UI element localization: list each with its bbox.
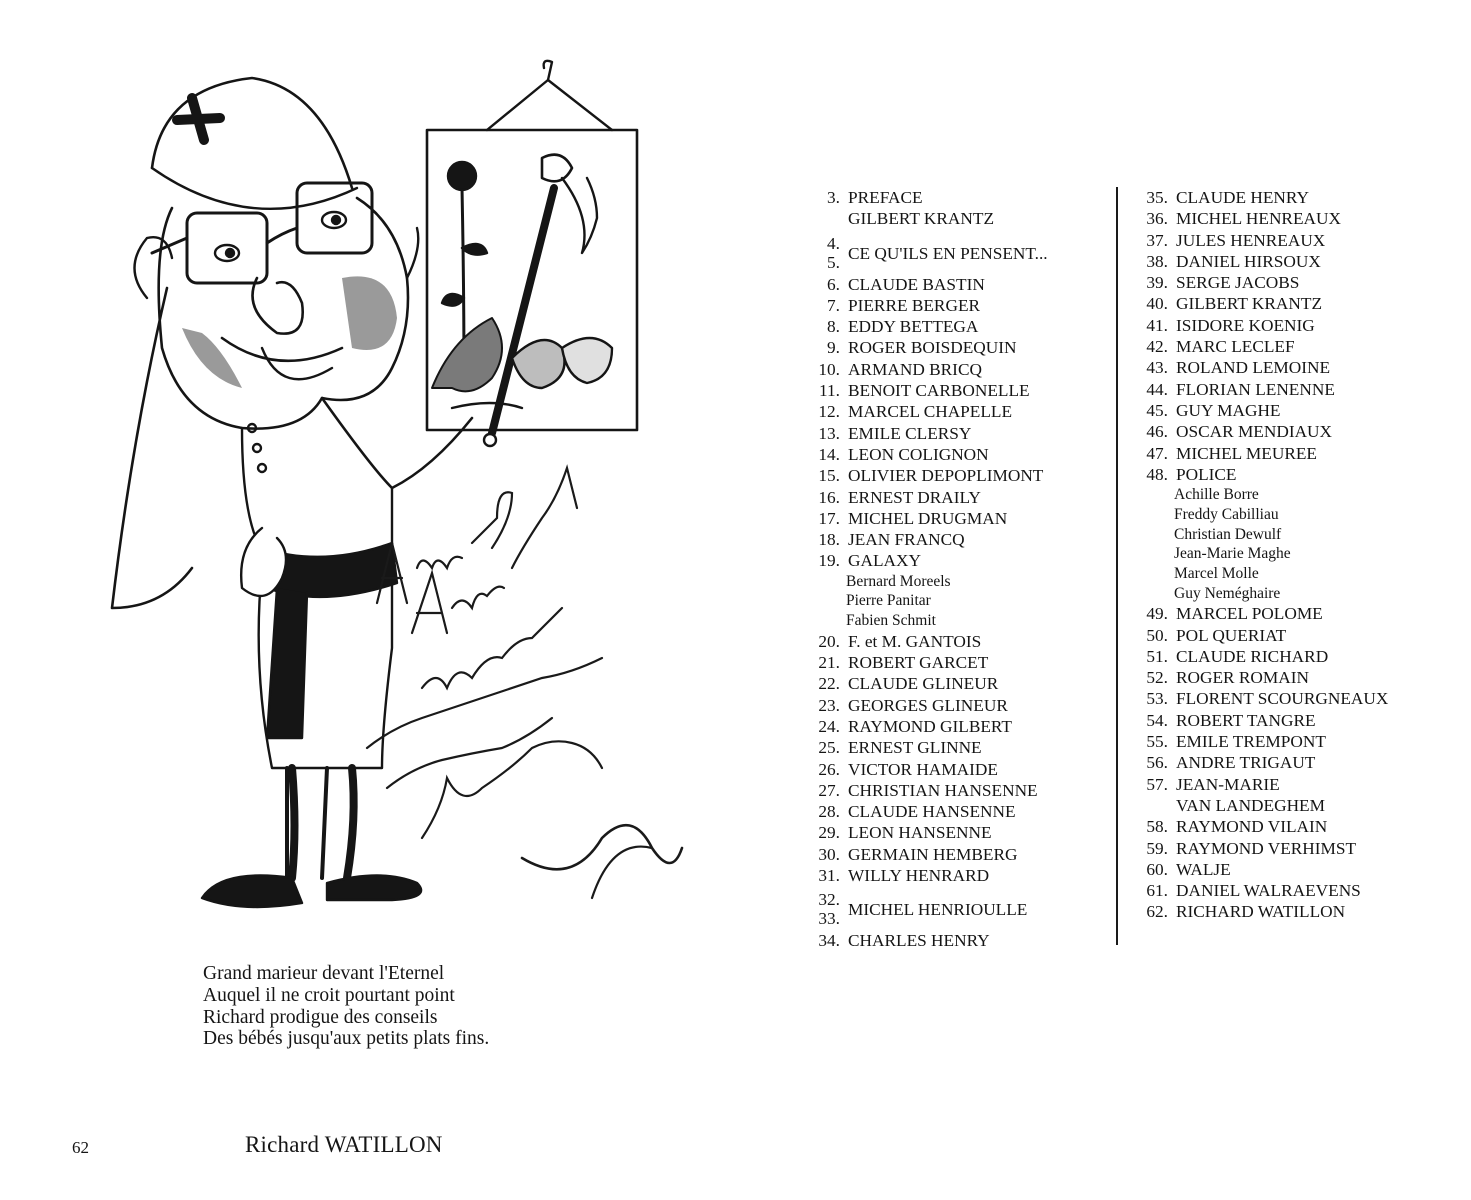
toc-label: ANDRE TRIGAUT — [1176, 753, 1316, 773]
toc-entry — [800, 380, 1110, 401]
toc-number: 41. — [1146, 315, 1168, 335]
toc-label: MICHEL MEUREE — [1176, 443, 1317, 463]
toc-label: LEON HANSENNE — [848, 823, 992, 843]
toc-subentry — [1128, 584, 1458, 604]
toc-number: 53. — [1146, 689, 1168, 709]
toc-entry — [1128, 603, 1458, 624]
toc-label: Achille Borre — [1174, 486, 1259, 504]
toc-entry — [800, 316, 1110, 337]
toc-number: 8. — [827, 317, 840, 337]
toc-subentry — [1128, 544, 1458, 564]
toc-entry — [800, 359, 1110, 380]
toc-entry — [1128, 731, 1458, 752]
toc-number: 4. 5. — [827, 233, 840, 272]
toc-subentry — [1128, 505, 1458, 525]
toc-label: OSCAR MENDIAUX — [1176, 422, 1333, 442]
toc-label: CHRISTIAN HANSENNE — [848, 780, 1038, 800]
toc-subentry — [1128, 485, 1458, 505]
toc-label: DANIEL WALRAEVENS — [1176, 881, 1361, 901]
toc-number: 11. — [819, 381, 840, 401]
toc-number: 58. — [1146, 817, 1168, 837]
page-number: 62 — [72, 1138, 89, 1157]
toc-entry — [1128, 838, 1458, 859]
toc-entry — [800, 695, 1110, 716]
toc-label: EMILE TREMPONT — [1176, 732, 1326, 752]
toc-label: FLORENT SCOURGNEAUX — [1176, 689, 1389, 709]
toc-entry — [800, 930, 1110, 951]
toc-label: PREFACE — [848, 188, 923, 207]
toc-entry — [800, 844, 1110, 865]
toc-entry — [800, 295, 1110, 316]
toc-number: 29. — [818, 823, 840, 843]
toc-number: 17. — [818, 508, 840, 528]
toc-subentry — [800, 591, 1110, 611]
toc-label: WALJE — [1176, 859, 1231, 879]
toc-label: EMILE CLERSY — [848, 423, 972, 443]
toc-entry — [800, 780, 1110, 801]
toc-number: 38. — [1146, 251, 1168, 271]
toc-label: POLICE — [1176, 464, 1237, 484]
toc-entry — [800, 508, 1110, 529]
toc-number: 30. — [818, 844, 840, 864]
toc-label: GILBERT KRANTZ — [848, 209, 995, 229]
toc-number: 24. — [818, 717, 840, 736]
caricature-illustration — [92, 48, 692, 928]
toc-entry — [1128, 667, 1458, 688]
toc-number: 22. — [818, 674, 840, 694]
toc-entry — [800, 337, 1110, 358]
toc-label: CLAUDE BASTIN — [848, 274, 985, 294]
toc-label: CLAUDE HANSENNE — [848, 802, 1016, 822]
toc-number: 54. — [1146, 710, 1168, 730]
toc-number: 48. — [1146, 464, 1168, 484]
toc-entry — [800, 822, 1110, 843]
toc-label: GUY MAGHE — [1176, 400, 1281, 420]
toc-number: 49. — [1146, 604, 1168, 624]
toc-label: EDDY BETTEGA — [848, 317, 979, 337]
toc-number: 52. — [1146, 668, 1168, 688]
toc-label: JULES HENREAUX — [1176, 230, 1326, 250]
toc-entry — [1128, 187, 1458, 208]
toc-number: 31. — [818, 866, 840, 886]
toc-subentry — [800, 572, 1110, 592]
toc-label: VAN LANDEGHEM — [1176, 795, 1325, 815]
toc-number: 6. — [827, 274, 840, 294]
toc-label: SERGE JACOBS — [1176, 273, 1300, 293]
toc-number: 21. — [818, 653, 840, 673]
toc-entry — [800, 652, 1110, 673]
toc-entry — [1128, 421, 1458, 442]
toc-label: ERNEST DRAILY — [848, 487, 981, 507]
toc-number: 47. — [1146, 443, 1168, 463]
toc-label: Christian Dewulf — [1174, 525, 1282, 543]
toc-number: 40. — [1146, 294, 1168, 314]
author-name: Richard WATILLON — [245, 1132, 443, 1157]
toc-label: BENOIT CARBONELLE — [848, 381, 1030, 401]
toc-number: 9. — [827, 338, 840, 358]
toc-number: 32. 33. — [818, 890, 840, 929]
toc-number: 20. — [818, 631, 840, 651]
toc-entry — [1128, 859, 1458, 880]
toc-entry — [1128, 379, 1458, 400]
toc-number: 25. — [818, 738, 840, 758]
toc-number: 46. — [1146, 422, 1168, 442]
toc-entry — [800, 890, 1110, 930]
toc-label: Bernard Moreels — [846, 572, 951, 590]
toc-label: Jean-Marie Maghe — [1174, 545, 1291, 563]
toc-entry — [800, 631, 1110, 652]
toc-entry — [1128, 336, 1458, 357]
toc-label: JEAN-MARIE — [1176, 774, 1280, 794]
toc-number: 14. — [818, 444, 840, 464]
toc-entry — [800, 673, 1110, 694]
toc-number: 19. — [818, 551, 840, 571]
toc-number: 36. — [1146, 209, 1168, 229]
toc-entry — [1128, 816, 1458, 837]
toc-number: 59. — [1146, 838, 1168, 858]
toc-number: 44. — [1146, 379, 1168, 399]
toc-number: 62. — [1146, 902, 1168, 922]
toc-entry — [800, 550, 1110, 571]
toc-label: ROGER BOISDEQUIN — [848, 338, 1017, 358]
toc-entry — [1128, 272, 1458, 293]
toc-number: 16. — [818, 487, 840, 507]
toc-label: RAYMOND VILAIN — [1176, 817, 1328, 837]
toc-number: 43. — [1146, 358, 1168, 378]
toc-entry — [1128, 208, 1458, 229]
toc-subentry — [800, 611, 1110, 631]
toc-subentry — [1128, 795, 1458, 816]
toc-entry — [1128, 688, 1458, 709]
toc-label: LEON COLIGNON — [848, 444, 989, 464]
toc-entry — [800, 465, 1110, 486]
toc-label: MARCEL CHAPELLE — [848, 402, 1013, 422]
toc-entry — [800, 274, 1110, 295]
verse-line: Richard prodigue des conseils — [203, 1006, 438, 1028]
toc-entry — [1128, 400, 1458, 421]
toc-label: ROGER ROMAIN — [1176, 668, 1309, 688]
toc-entry — [800, 865, 1110, 886]
table-of-contents-right — [1128, 187, 1458, 923]
toc-number: 50. — [1146, 625, 1168, 645]
toc-number: 45. — [1146, 400, 1168, 420]
toc-number: 39. — [1146, 273, 1168, 293]
toc-number: 27. — [818, 780, 840, 800]
toc-label: ARMAND BRICQ — [848, 359, 982, 379]
toc-label: FLORIAN LENENNE — [1176, 379, 1335, 399]
toc-entry — [1128, 646, 1458, 667]
toc-label: GILBERT KRANTZ — [1176, 294, 1323, 314]
toc-label: CLAUDE GLINEUR — [848, 674, 999, 694]
toc-entry — [800, 529, 1110, 550]
toc-entry — [1128, 357, 1458, 378]
toc-entry — [800, 444, 1110, 465]
toc-label: Fabien Schmit — [846, 612, 936, 630]
toc-entry — [1128, 464, 1458, 485]
toc-label: ROBERT TANGRE — [1176, 710, 1316, 730]
toc-entry — [800, 737, 1110, 758]
toc-label: MARCEL POLOME — [1176, 604, 1323, 624]
toc-number: 35. — [1146, 188, 1168, 207]
toc-label: MICHEL HENREAUX — [1176, 209, 1341, 229]
toc-entry — [800, 401, 1110, 422]
toc-label: GALAXY — [848, 551, 921, 571]
toc-number: 12. — [818, 402, 840, 422]
toc-label: RICHARD WATILLON — [1176, 902, 1346, 922]
toc-label: ISIDORE KOENIG — [1176, 315, 1315, 335]
toc-label: CE QU'ILS EN PENSENT... — [848, 243, 1048, 263]
toc-label: VICTOR HAMAIDE — [848, 759, 998, 779]
toc-number: 56. — [1146, 753, 1168, 773]
toc-label: CHARLES HENRY — [848, 931, 990, 951]
toc-number: 60. — [1146, 859, 1168, 879]
table-of-contents-left — [800, 187, 1110, 952]
toc-entry — [1128, 710, 1458, 731]
toc-number: 26. — [818, 759, 840, 779]
verse — [203, 963, 489, 1050]
toc-number: 37. — [1146, 230, 1168, 250]
toc-label: MICHEL HENRIOULLE — [848, 900, 1028, 920]
toc-label: RAYMOND GILBERT — [848, 717, 1012, 736]
handwritten-dedication — [367, 468, 682, 898]
toc-label: ROLAND LEMOINE — [1176, 358, 1331, 378]
toc-subentry — [1128, 564, 1458, 584]
toc-entry — [1128, 901, 1458, 922]
toc-entry — [1128, 443, 1458, 464]
toc-entry — [1128, 251, 1458, 272]
toc-label: RAYMOND VERHIMST — [1176, 838, 1357, 858]
toc-number: 7. — [827, 295, 840, 315]
verse-line: Grand marieur devant l'Eternel — [203, 963, 445, 984]
toc-number: 13. — [818, 423, 840, 443]
toc-label: JEAN FRANCQ — [848, 530, 965, 550]
toc-subentry — [1128, 525, 1458, 545]
toc-entry — [800, 801, 1110, 822]
toc-number: 61. — [1146, 881, 1168, 901]
toc-label: Marcel Molle — [1174, 564, 1259, 582]
toc-label: CLAUDE HENRY — [1176, 188, 1309, 207]
column-divider — [1116, 187, 1118, 945]
toc-entry — [800, 716, 1110, 737]
toc-label: Pierre Panitar — [846, 592, 931, 610]
toc-label: MICHEL DRUGMAN — [848, 508, 1008, 528]
toc-number: 10. — [818, 359, 840, 379]
toc-label: F. et M. GANTOIS — [848, 631, 982, 651]
toc-entry — [1128, 230, 1458, 251]
toc-entry — [800, 487, 1110, 508]
toc-number: 23. — [818, 695, 840, 715]
toc-entry — [1128, 625, 1458, 646]
toc-number: 55. — [1146, 732, 1168, 752]
toc-entry — [1128, 752, 1458, 773]
toc-label: MARC LECLEF — [1176, 337, 1295, 357]
toc-label: WILLY HENRARD — [848, 866, 990, 886]
verse-line: Auquel il ne croit pourtant point — [203, 984, 455, 1006]
toc-entry — [800, 759, 1110, 780]
toc-number: 3. — [827, 188, 840, 207]
toc-entry — [1128, 293, 1458, 314]
toc-entry — [800, 234, 1110, 274]
toc-label: GEORGES GLINEUR — [848, 695, 1008, 715]
toc-number: 42. — [1146, 337, 1168, 357]
toc-label: Guy Neméghaire — [1174, 584, 1281, 602]
toc-label: CLAUDE RICHARD — [1176, 646, 1329, 666]
toc-label: OLIVIER DEPOPLIMONT — [848, 466, 1044, 486]
toc-label: GERMAIN HEMBERG — [848, 844, 1018, 864]
toc-entry — [800, 187, 1110, 208]
toc-entry — [1128, 315, 1458, 336]
toc-label: DANIEL HIRSOUX — [1176, 251, 1321, 271]
toc-number: 18. — [818, 530, 840, 550]
toc-label: Freddy Cabilliau — [1174, 505, 1279, 523]
toc-label: ERNEST GLINNE — [848, 738, 982, 758]
toc-number: 51. — [1146, 646, 1168, 666]
toc-number: 57. — [1146, 774, 1168, 794]
toc-entry — [1128, 774, 1458, 795]
toc-label: POL QUERIAT — [1176, 625, 1287, 645]
toc-entry — [1128, 880, 1458, 901]
verse-line: Des bébés jusqu'aux petits plats fins. — [203, 1028, 490, 1050]
toc-label: PIERRE BERGER — [848, 295, 981, 315]
toc-entry — [800, 423, 1110, 444]
toc-label: ROBERT GARCET — [848, 653, 989, 673]
toc-number: 28. — [818, 802, 840, 822]
toc-number: 15. — [818, 466, 840, 486]
toc-subentry — [800, 208, 1110, 229]
toc-number: 34. — [818, 931, 840, 951]
